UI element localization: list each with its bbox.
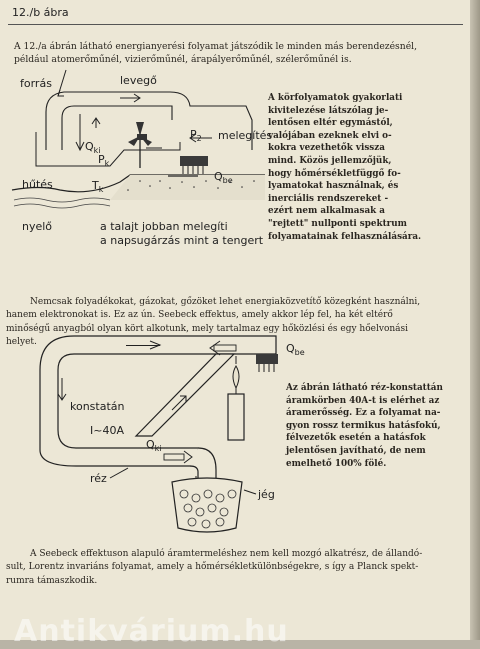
side-note-line: lyamatokat használnak, és bbox=[268, 181, 399, 192]
qbe-label-2: $Q_{be}$ bbox=[286, 342, 305, 357]
figure-1-caption-line: a talajt jobban melegíti bbox=[100, 220, 228, 233]
body-paragraph bbox=[6, 296, 420, 349]
side-note-line: ezért nem alkalmasak a bbox=[268, 206, 386, 217]
book-gutter bbox=[470, 0, 480, 640]
side-note-line: A körfolyamatok gyakorlati bbox=[268, 93, 403, 103]
figure-1-caption-line: a napsugárzás mint a tengert bbox=[100, 234, 264, 247]
side-note-line: Az ábrán látható réz-konstattán bbox=[286, 383, 443, 393]
side-note-2 bbox=[286, 382, 443, 470]
side-note-line: lentősen eltér egymástól, bbox=[268, 118, 393, 129]
levego-label: levegő bbox=[120, 74, 157, 87]
heat-sink bbox=[256, 354, 278, 364]
side-note-line: áramkörben 40A-t is elérhet az bbox=[286, 395, 440, 406]
heater bbox=[180, 156, 208, 166]
tk-label: $T_k$ bbox=[92, 179, 104, 194]
figure-2-diagram bbox=[40, 336, 278, 532]
konstantan-label: konstatán bbox=[70, 400, 125, 413]
body-line: Nemcsak folyadékokat, gázokat, gőzöket lehet energiaközvetítő közegként használni, bbox=[30, 297, 421, 307]
intro-line: A 12./a ábrán látható energianyerési folyamat játszódik le minden más berendezésnél, bbox=[14, 41, 417, 52]
current-label: I~40A bbox=[90, 424, 124, 437]
p2-label: $P_2$ bbox=[190, 128, 202, 143]
heater-rays bbox=[183, 166, 203, 174]
side-note-line: jelentősen javítható, de nem bbox=[286, 445, 426, 456]
candle bbox=[228, 394, 244, 440]
side-note-line: "rejtett" nullponti spektrum bbox=[268, 218, 407, 229]
body-line: helyet. bbox=[6, 336, 37, 347]
closing-line: sult, Lorentz invariáns folyamat, amely a hőmérsékletkülönbségekre, s így a Planck spekt- bbox=[6, 562, 419, 573]
side-note-line: áramerősség. Ez a folyamat na- bbox=[286, 408, 441, 419]
nyelo-label: nyelő bbox=[22, 220, 53, 233]
turbine-hub bbox=[137, 134, 147, 140]
body-line: minőségű anyagból olyan kört alkotunk, mely tartalmaz egy hőközlési és egy hőelvonási bbox=[6, 323, 409, 334]
side-note-line: folyamatainak felhasználására. bbox=[268, 231, 422, 242]
closing-paragraph bbox=[6, 548, 422, 588]
body-line: hanem elektronokat is. Ez az ún. Seebeck effektus, amely akkor lép fel, ha két eltérő bbox=[6, 310, 393, 321]
ice-bucket bbox=[172, 478, 242, 532]
pk-label: $P_k$ bbox=[98, 153, 110, 168]
melegites-label: melegítés bbox=[218, 129, 273, 142]
closing-line: rumra támaszkodik. bbox=[6, 575, 98, 586]
water-wave bbox=[14, 198, 110, 202]
water-wave bbox=[14, 204, 110, 208]
candle-flame bbox=[233, 366, 239, 388]
closing-line: A Seebeck effektuson alapuló áramtermeléshez nem kell mozgó alkatrész, de állandó- bbox=[30, 549, 423, 559]
air-loop-inner bbox=[62, 106, 172, 150]
watermark-text: Antikvárium.hu bbox=[14, 614, 289, 649]
qki-label-2: $Q_{ki}$ bbox=[146, 438, 162, 453]
side-note-line: kokra vezethetők vissza bbox=[268, 143, 385, 154]
qki-label: $Q_{ki}$ bbox=[85, 140, 101, 155]
side-note-1 bbox=[268, 92, 421, 243]
intro-line: például atomerőműnél, vizierőműnél, árapályerőműnél, szélerőműnél is. bbox=[14, 54, 352, 66]
side-note-line: félvezetők esetén a hatásfok bbox=[286, 433, 426, 444]
forras-label: forrás bbox=[20, 77, 52, 90]
side-note-line: mind. Közös jellemzőjük, bbox=[268, 155, 392, 166]
rez-label: réz bbox=[90, 472, 107, 485]
hutes-label: hűtés bbox=[22, 178, 53, 191]
side-note-line: inerciális rendszereket - bbox=[268, 193, 389, 204]
jeg-label: jég bbox=[258, 488, 275, 501]
side-note-line: gyon rossz termikus hatásfokú, bbox=[286, 420, 441, 431]
side-note-line: kivitelezése látszólag je- bbox=[268, 105, 389, 116]
page-title: 12./b ábra bbox=[12, 6, 69, 19]
side-note-line: hogy hőmérsékletfüggő fo- bbox=[268, 168, 401, 179]
constantan-bar bbox=[136, 354, 234, 436]
side-note-line: valójában ezeknek elvi o- bbox=[268, 130, 392, 141]
side-note-line: emelhető 100% fölé. bbox=[286, 458, 387, 469]
qbe-label: $Q_{be}$ bbox=[214, 170, 233, 185]
